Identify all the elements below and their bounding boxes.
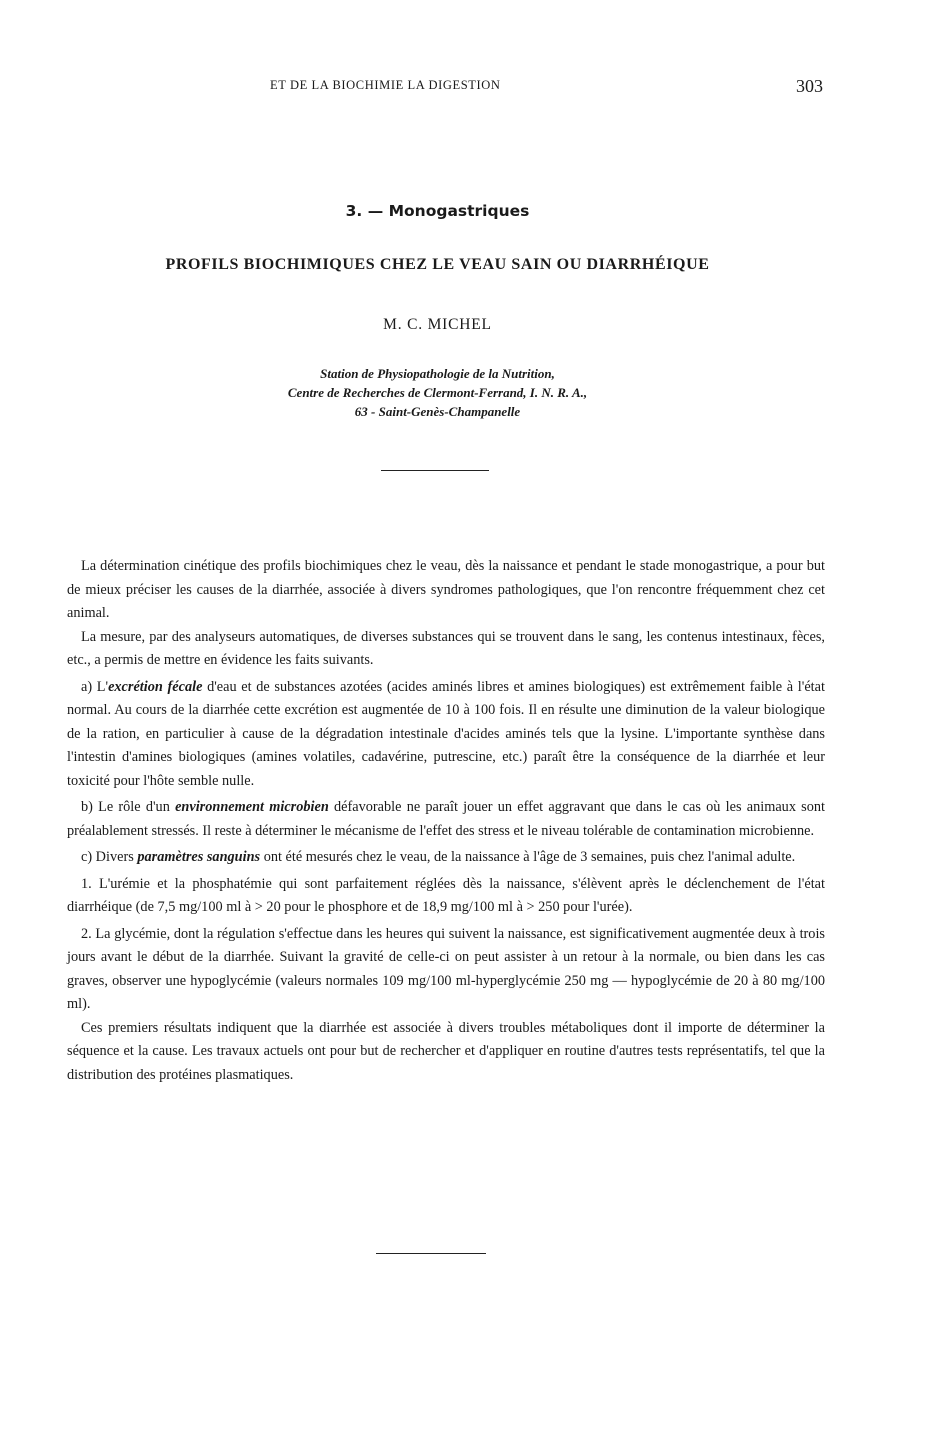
separator-rule [381,470,489,471]
article-title: PROFILS BIOCHIMIQUES CHEZ LE VEAU SAIN OU DIARRHÉIQUE [165,256,710,273]
page-number: 303 [796,76,823,96]
affiliation-line: 63 - Saint-Genès-Champanelle [354,404,521,419]
paragraph-b [67,796,825,843]
paragraph-c-emphasis: paramètres sanguins [137,849,261,865]
paragraph-item-2: 2. La glycémie, dont la régulation s'effectue dans les heures qui suivent la naissance, est significativement augmentée deux à trois jours avant le début de la diarrhée. Suivant la gravité de celle-ci on peut assister à un retour à la normale, ou bien dans les cas graves, observer une hypoglycémie (valeurs normales 109 mg/100 ml-hyperglycémie 250 mg — hypoglycémie de 20 à 80 mg/100 ml). [67,925,825,1012]
paragraph-a [67,676,825,794]
paragraph-b-emphasis: environnement microbien [175,799,329,815]
running-head: ET DE LA BIOCHIMIE LA DIGESTION [270,78,501,92]
paragraph-b-text: défavorable ne paraît jouer un effet aggravant que dans le cas où les animaux sont préalablement stressés. Il reste à déterminer le mécanisme de l'effet des stress et le niveau tolérable de contamination microbienne. [67,799,826,839]
paragraph-c-marker: c) Divers [81,849,138,865]
paragraph-method: La mesure, par des analyseurs automatiques, de diverses substances qui se trouvent dans le sang, les contenus intestinaux, fèces, etc., a permis de mettre en évidence les faits suivants. [67,628,825,668]
paragraph-conclusion: Ces premiers résultats indiquent que la diarrhée est associée à divers troubles métaboliques dont il importe de déterminer la séquence et la cause. Les travaux actuels ont pour but de rechercher et d'appliquer en routine d'autres tests représentatifs, tel que la distribution des protéines plasmatiques. [67,1019,825,1083]
paragraph-a-text: d'eau et de substances azotées (acides aminés libres et amines biologiques) est extrêmement faible à l'état normal. Au cours de la diarrhée cette excrétion est augmentée de 10 à 100 fois. Il en résulte une diminution de la valeur biologique de la ration, en particulier à cause de la dégradation intestinale d'acides aminés tels que la lysine. L'importante synthèse dans l'intestin d'amines biologiques (amines volatiles, cadavérine, putrescine, etc.) paraît être la conséquence de la diarrhée et leur toxicité pour l'hôte semble nulle. [67,678,825,789]
affiliation-line: Station de Physiopathologie de la Nutrition, [320,366,555,381]
paragraph-intro: La détermination cinétique des profils biochimiques chez le veau, dès la naissance et pendant le stade monogastrique, a pour but de mieux préciser les causes de la diarrhée, associée à divers syndromes pathologiques, que l'on rencontre fréquemment chez cet animal. [67,558,825,621]
paragraph-item-1: 1. L'urémie et la phosphatémie qui sont parfaitement réglées dès la naissance, s'élèvent après le déclenchement de l'état diarrhéique (de 7,5 mg/100 ml à > 20 pour le phosphore et de 18,9 mg/100 ml à > 250 pour l'urée). [67,875,825,915]
paragraph-c [67,846,825,870]
paragraph-c-text: ont été mesurés chez le veau, de la naissance à l'âge de 3 semaines, puis chez l'animal adulte. [260,849,796,865]
section-title: 3. — Monogastriques [345,202,530,220]
paragraph-a-emphasis: excrétion fécale [108,678,203,695]
end-rule [376,1253,486,1254]
paragraph-a-marker: a) L' [81,678,109,695]
paragraph-b-marker: b) Le rôle d'un [81,799,176,815]
article-body [67,555,825,1087]
affiliation-line: Centre de Recherches de Clermont-Ferrand, I. N. R. A., [287,385,588,400]
author-name: M. C. MICHEL [383,316,492,333]
affiliation [0,364,875,421]
